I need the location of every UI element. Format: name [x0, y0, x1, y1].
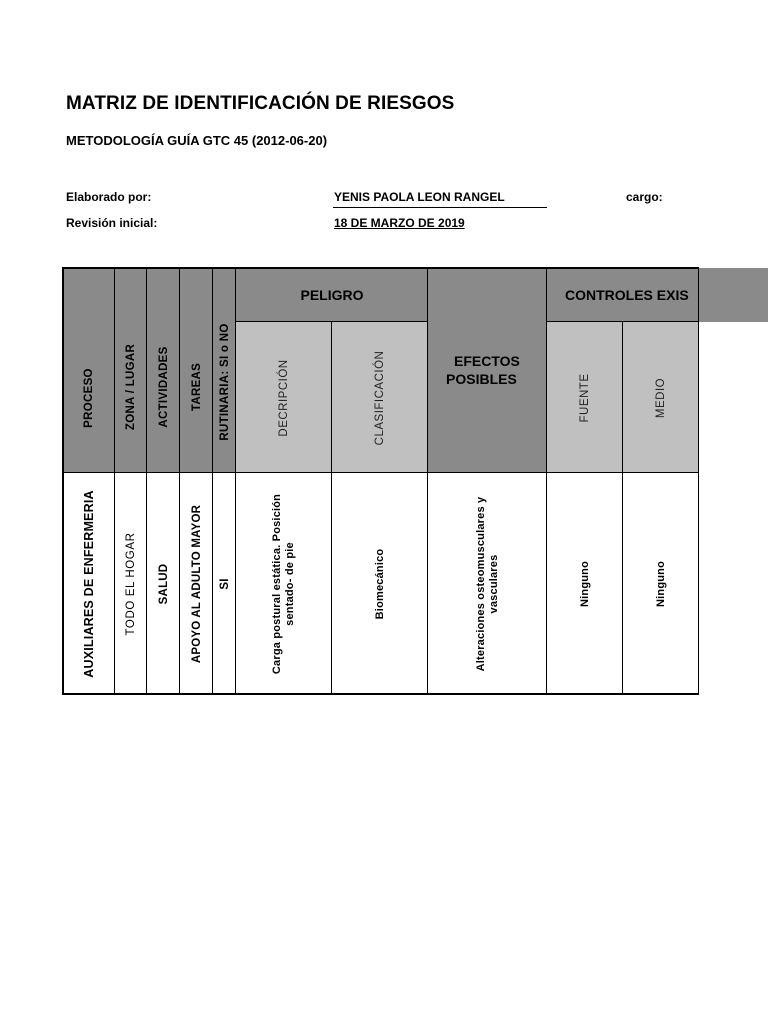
row-rutinaria	[213, 473, 236, 694]
grid-v8	[546, 267, 547, 694]
grid-v9	[622, 321, 623, 694]
elaborado-label: Elaborado por:	[66, 190, 152, 204]
row-actividades-text: SALUD	[157, 563, 170, 604]
row-proceso	[63, 473, 115, 694]
row-efectos	[428, 473, 547, 694]
row-fuente-text: Ninguno	[579, 560, 591, 607]
grid-header-bottom	[63, 472, 699, 473]
row-medio	[623, 473, 699, 694]
header-efectos	[446, 352, 520, 388]
header-efectos-line1: EFECTOS	[454, 353, 520, 369]
revision-label: Revisión inicial:	[66, 216, 158, 230]
grid-v4	[212, 267, 213, 694]
header-zona-text: ZONA / LUGAR	[125, 343, 137, 430]
header-clasificacion	[332, 322, 428, 473]
grid-left-border	[62, 267, 64, 695]
grid-v3	[179, 267, 180, 694]
header-proceso-text: PROCESO	[83, 367, 95, 428]
header-efectos-line2: POSIBLES	[446, 371, 517, 387]
elaborado-value: YENIS PAOLA LEON RANGEL	[334, 190, 505, 204]
grid-peligro-divider	[236, 321, 428, 322]
header-actividades	[147, 300, 180, 473]
grid-v2	[146, 267, 147, 694]
grid-v7	[427, 267, 428, 694]
row-fuente	[547, 473, 623, 694]
grid-right-border	[698, 267, 699, 694]
document-title: MATRIZ DE IDENTIFICACIÓN DE RIESGOS	[66, 93, 455, 114]
grid-v6	[331, 321, 332, 694]
row-medio-text: Ninguno	[655, 560, 667, 607]
header-proceso	[63, 322, 115, 473]
header-tareas-text: TAREAS	[190, 362, 203, 411]
row-descripcion-line1: Carga postural estática. Posición	[271, 493, 283, 674]
row-zona	[115, 473, 147, 694]
row-tareas	[180, 473, 213, 694]
header-rutinaria-text: RUTINARIA: SI o NO	[218, 322, 231, 441]
header-descripcion	[236, 322, 332, 473]
grid-top-border	[63, 267, 699, 269]
row-proceso-text: AUXILIARES DE ENFERMERIA	[82, 489, 96, 678]
header-fuente	[547, 322, 623, 473]
row-efectos-text	[475, 496, 501, 671]
row-clasificacion-text: Biomecánico	[374, 548, 386, 619]
header-clasificacion-text: CLASIFICACIÓN	[374, 350, 386, 445]
grid-controles-divider	[547, 321, 699, 322]
grid-v5	[235, 267, 236, 694]
header-descripcion-text: DECRIPCIÓN	[278, 358, 290, 437]
header-actividades-text: ACTIVIDADES	[157, 345, 170, 428]
row-efectos-line2: vasculares	[487, 554, 500, 613]
row-actividades	[147, 473, 180, 694]
row-rutinaria-text: SI	[218, 577, 231, 590]
grid-v1	[114, 267, 115, 694]
header-rutinaria	[213, 290, 236, 473]
header-medio-text: MEDIO	[655, 377, 667, 418]
grid-bottom-border	[63, 693, 699, 695]
header-fuente-text: FUENTE	[579, 373, 591, 422]
document-subtitle: METODOLOGÍA GUÍA GTC 45 (2012-06-20)	[66, 133, 328, 148]
row-descripcion-line2: sentado- de pie	[284, 541, 296, 626]
row-descripcion-text	[271, 493, 297, 673]
row-tareas-text: APOYO AL ADULTO MAYOR	[190, 504, 203, 663]
row-zona-text: TODO EL HOGAR	[125, 531, 137, 636]
revision-value: 18 DE MARZO DE 2019	[334, 216, 465, 230]
header-medio	[623, 322, 699, 473]
header-zona	[115, 300, 147, 473]
header-controles: CONTROLES EXIS	[565, 287, 689, 303]
row-efectos-line1: Alteraciones osteomusculares y	[474, 496, 487, 671]
row-clasificacion	[332, 473, 428, 694]
header-peligro: PELIGRO	[300, 287, 364, 303]
header-tareas	[180, 300, 213, 473]
row-descripcion	[236, 473, 332, 694]
cargo-label: cargo:	[626, 190, 663, 204]
